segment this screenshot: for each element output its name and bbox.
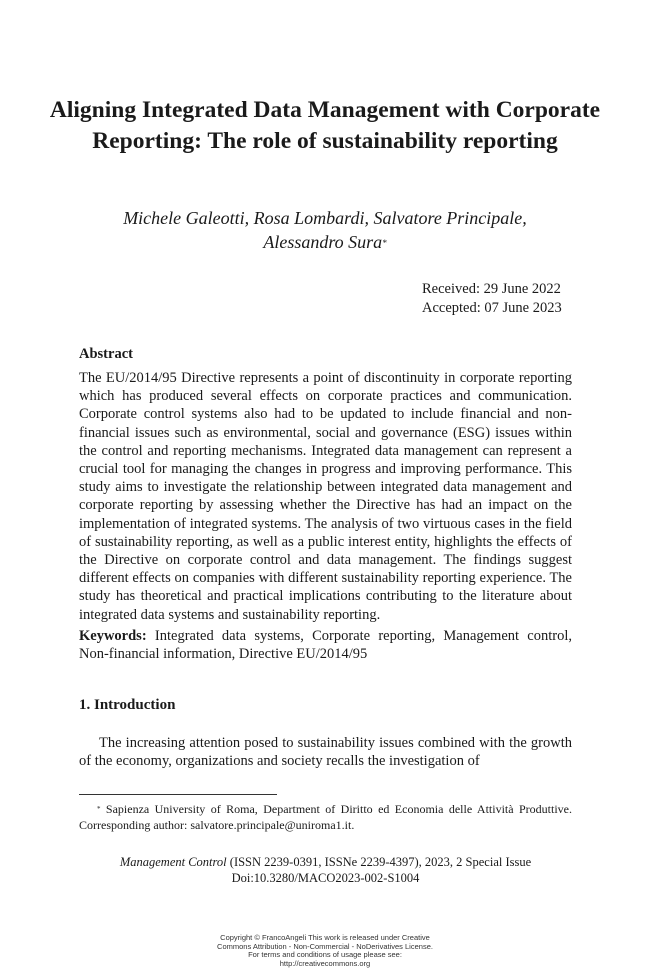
received-date: Received: 29 June 2022 bbox=[422, 281, 561, 297]
copyright-notice bbox=[150, 934, 500, 968]
paper-title: Aligning Integrated Data Management with Corporate Reporting: The role of sustainability reporting bbox=[49, 97, 601, 154]
abstract-heading: Abstract bbox=[79, 346, 133, 362]
footnote bbox=[79, 802, 572, 833]
submission-dates bbox=[422, 280, 572, 318]
copyright-link: http://creativecommons.org bbox=[279, 958, 371, 968]
section-heading: 1. Introduction bbox=[79, 697, 176, 713]
journal-line bbox=[79, 854, 572, 870]
copyright-line-1: Copyright © FrancoAngeli This work is released under Creative bbox=[220, 933, 430, 942]
journal-name: Management Control bbox=[119, 855, 227, 869]
keywords-label: Keywords: bbox=[79, 628, 147, 644]
copyright-line-3: For terms and conditions of usage please see: bbox=[248, 950, 402, 959]
footnote-text: Sapienza University of Roma, Department of Diritto ed Economia delle Attività Produttive. Corresponding author: salvatore.principale@uniroma1.it. bbox=[79, 802, 572, 832]
author-list bbox=[60, 206, 590, 254]
copyright-line-2: Commons Attribution - Non-Commercial - NoDerivatives License. bbox=[217, 941, 433, 951]
footnote-divider bbox=[79, 794, 277, 795]
abstract-text: The EU/2014/95 Directive represents a point of discontinuity in corporate reporting which has produced several effects on corporate practices and communication. Corporate control systems also had to be updated to include financial and non-financial issues such as environmental, social and governance (ESG) issues within the control and reporting mechanisms. Integrated data management can represent a crucial tool for managing the changes in progress and improving performance. This study aims to investigate the relationship between integrated data management and corporate reporting by assessing whether the Directive has had an impact on the implementation of integrated systems. The analysis of two virtuous cases in the field of sustainability reporting, as well as a public interest entity, highlights the effects of the Directive on corporate control and data management. The findings suggest different effects on companies with different sustainability reporting experience. The study has theoretical and practical implications contributing to the literature about integrated data systems and sustainability reporting. bbox=[79, 370, 572, 623]
authors-line-1: Michele Galeotti, Rosa Lombardi, Salvatore Principale, bbox=[123, 208, 527, 228]
journal-details: (ISSN 2239-0391, ISSNe 2239-4397), 2023, 2 Special Issue bbox=[229, 855, 532, 869]
author-name: Alessandro Sura bbox=[263, 232, 383, 252]
accepted-date: Accepted: 07 June 2023 bbox=[422, 300, 562, 316]
footnote-marker: * bbox=[97, 805, 101, 813]
keywords bbox=[79, 627, 572, 663]
journal-citation bbox=[79, 854, 572, 886]
footnote-marker: * bbox=[382, 238, 387, 248]
keywords-text: Integrated data systems, Corporate reporting, Management control, Non-financial information, Directive EU/2014/95 bbox=[79, 628, 572, 663]
introduction-text: The increasing attention posed to sustainability issues combined with the growth of the economy, organizations and society recalls the investigation of bbox=[79, 735, 572, 770]
journal-doi: Doi:10.3280/MACO2023-002-S1004 bbox=[231, 871, 420, 885]
authors-line-2 bbox=[60, 230, 590, 254]
